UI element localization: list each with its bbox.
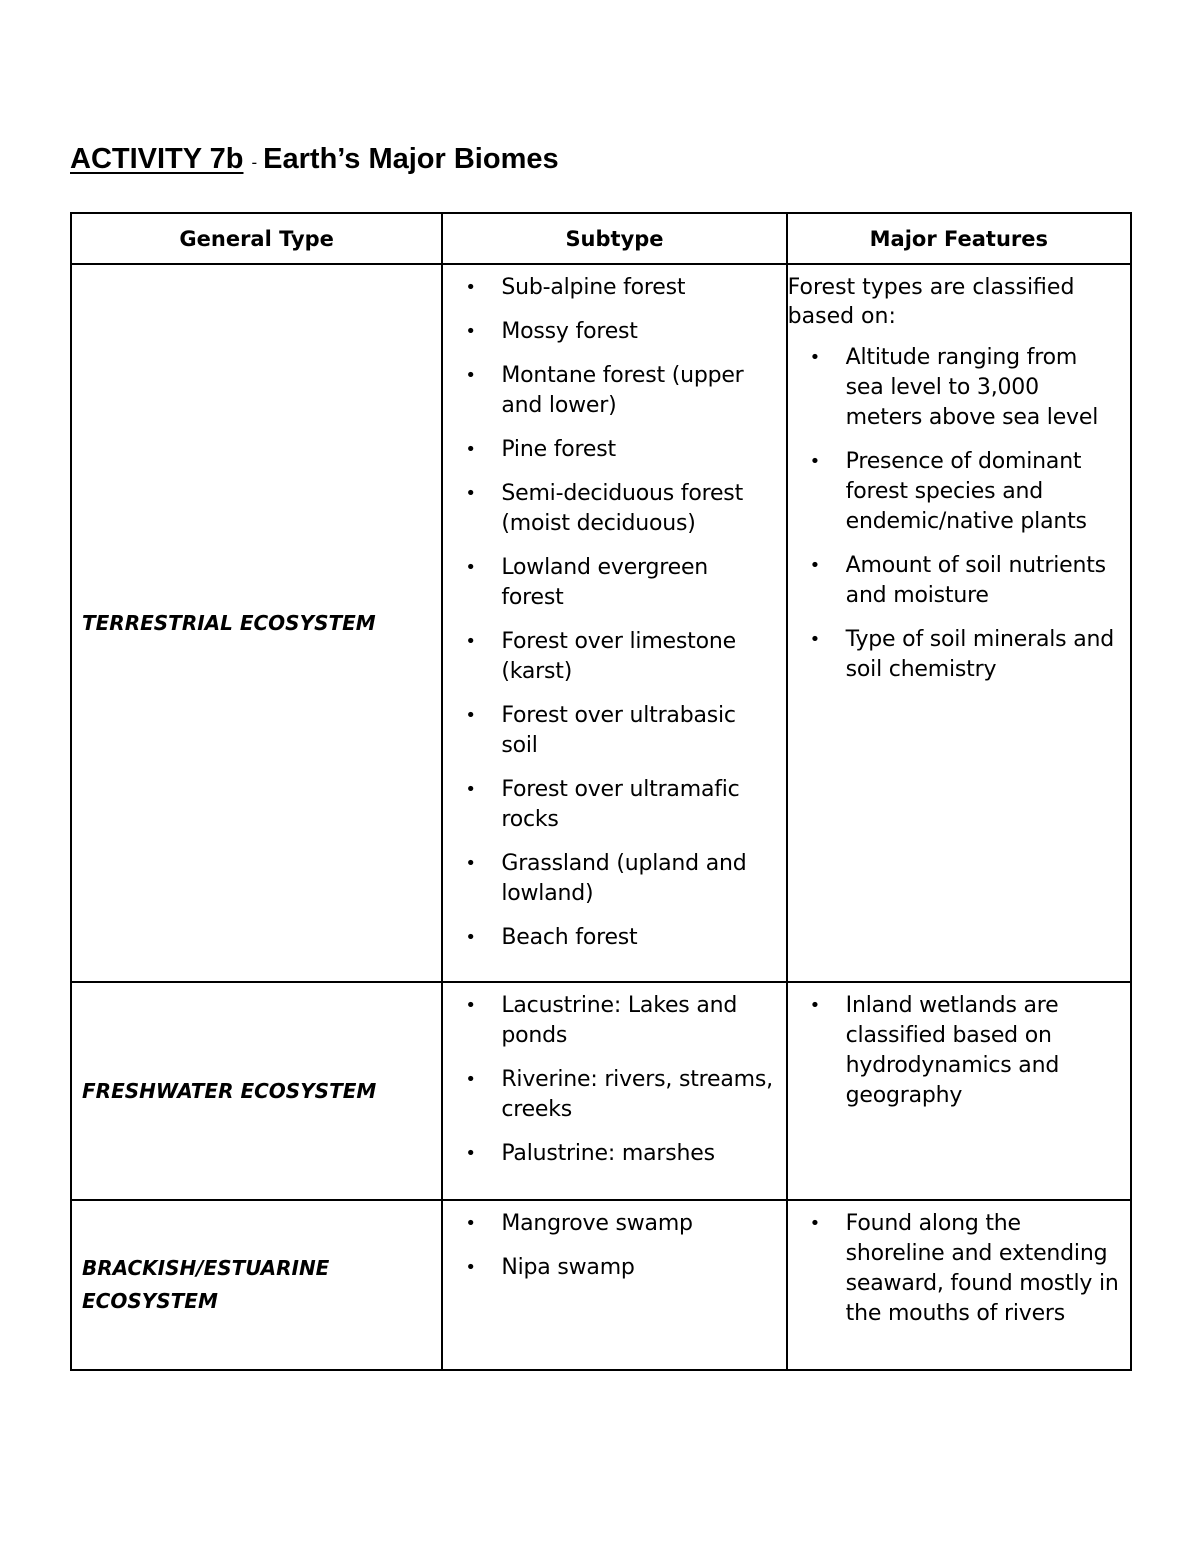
general-type-cell: TERRESTRIAL ECOSYSTEM	[71, 264, 442, 982]
list-item: • Riverine: rivers, streams, creeks	[443, 1065, 785, 1125]
features-list	[788, 983, 1130, 1111]
subtype-cell	[442, 982, 786, 1200]
list-item: • Mangrove swamp	[443, 1209, 785, 1239]
features-list	[788, 343, 1130, 685]
list-item: • Grassland (upland and lowland)	[443, 849, 785, 909]
table-row-brackish	[71, 1200, 1131, 1370]
header-general-type: General Type	[71, 213, 442, 264]
list-item: • Forest over ultramafic rocks	[443, 775, 785, 835]
list-item: • Type of soil minerals and soil chemistry	[788, 625, 1130, 685]
header-major-features: Major Features	[787, 213, 1131, 264]
features-cell	[787, 1200, 1131, 1370]
subtype-list	[443, 1201, 785, 1283]
general-type-cell: BRACKISH/ESTUARINE ECOSYSTEM	[71, 1200, 442, 1370]
list-item: • Beach forest	[443, 923, 785, 953]
list-item: • Pine forest	[443, 435, 785, 465]
biomes-table	[70, 212, 1132, 1371]
list-item: • Found along the shoreline and extending seaward, found mostly in the mouths of rivers	[788, 1209, 1130, 1329]
list-item: • Altitude ranging from sea level to 3,000 meters above sea level	[788, 343, 1130, 433]
list-item: • Palustrine: marshes	[443, 1139, 785, 1169]
features-intro: Forest types are classified based on:	[787, 275, 1075, 329]
list-item: • Nipa swamp	[443, 1253, 785, 1283]
list-item: • Presence of dominant forest species and endemic/native plants	[788, 447, 1130, 537]
list-item: • Montane forest (upper and lower)	[443, 361, 785, 421]
page-title	[70, 143, 559, 176]
general-type-cell: FRESHWATER ECOSYSTEM	[71, 982, 442, 1200]
features-list	[788, 1201, 1130, 1329]
list-item: • Amount of soil nutrients and moisture	[788, 551, 1130, 611]
header-subtype: Subtype	[442, 213, 786, 264]
list-item: • Mossy forest	[443, 317, 785, 347]
subtype-list	[443, 983, 785, 1169]
table-header-row	[71, 213, 1131, 264]
subtype-cell	[442, 264, 786, 982]
table-row-freshwater	[71, 982, 1131, 1200]
list-item: • Lowland evergreen forest	[443, 553, 785, 613]
list-item: • Lacustrine: Lakes and ponds	[443, 991, 785, 1051]
title-topic: Earth’s Major Biomes	[263, 143, 559, 175]
list-item: • Forest over ultrabasic soil	[443, 701, 785, 761]
table-row-terrestrial	[71, 264, 1131, 982]
activity-label: ACTIVITY 7b	[70, 143, 244, 175]
features-cell	[787, 264, 1131, 982]
list-item: • Semi-deciduous forest (moist deciduous)	[443, 479, 785, 539]
list-item: • Inland wetlands are classified based on hydrodynamics and geography	[788, 991, 1130, 1111]
list-item: • Forest over limestone (karst)	[443, 627, 785, 687]
features-cell	[787, 982, 1131, 1200]
list-item: • Sub-alpine forest	[443, 273, 785, 303]
subtype-list	[443, 265, 785, 953]
subtype-cell	[442, 1200, 786, 1370]
title-separator: -	[251, 153, 258, 172]
